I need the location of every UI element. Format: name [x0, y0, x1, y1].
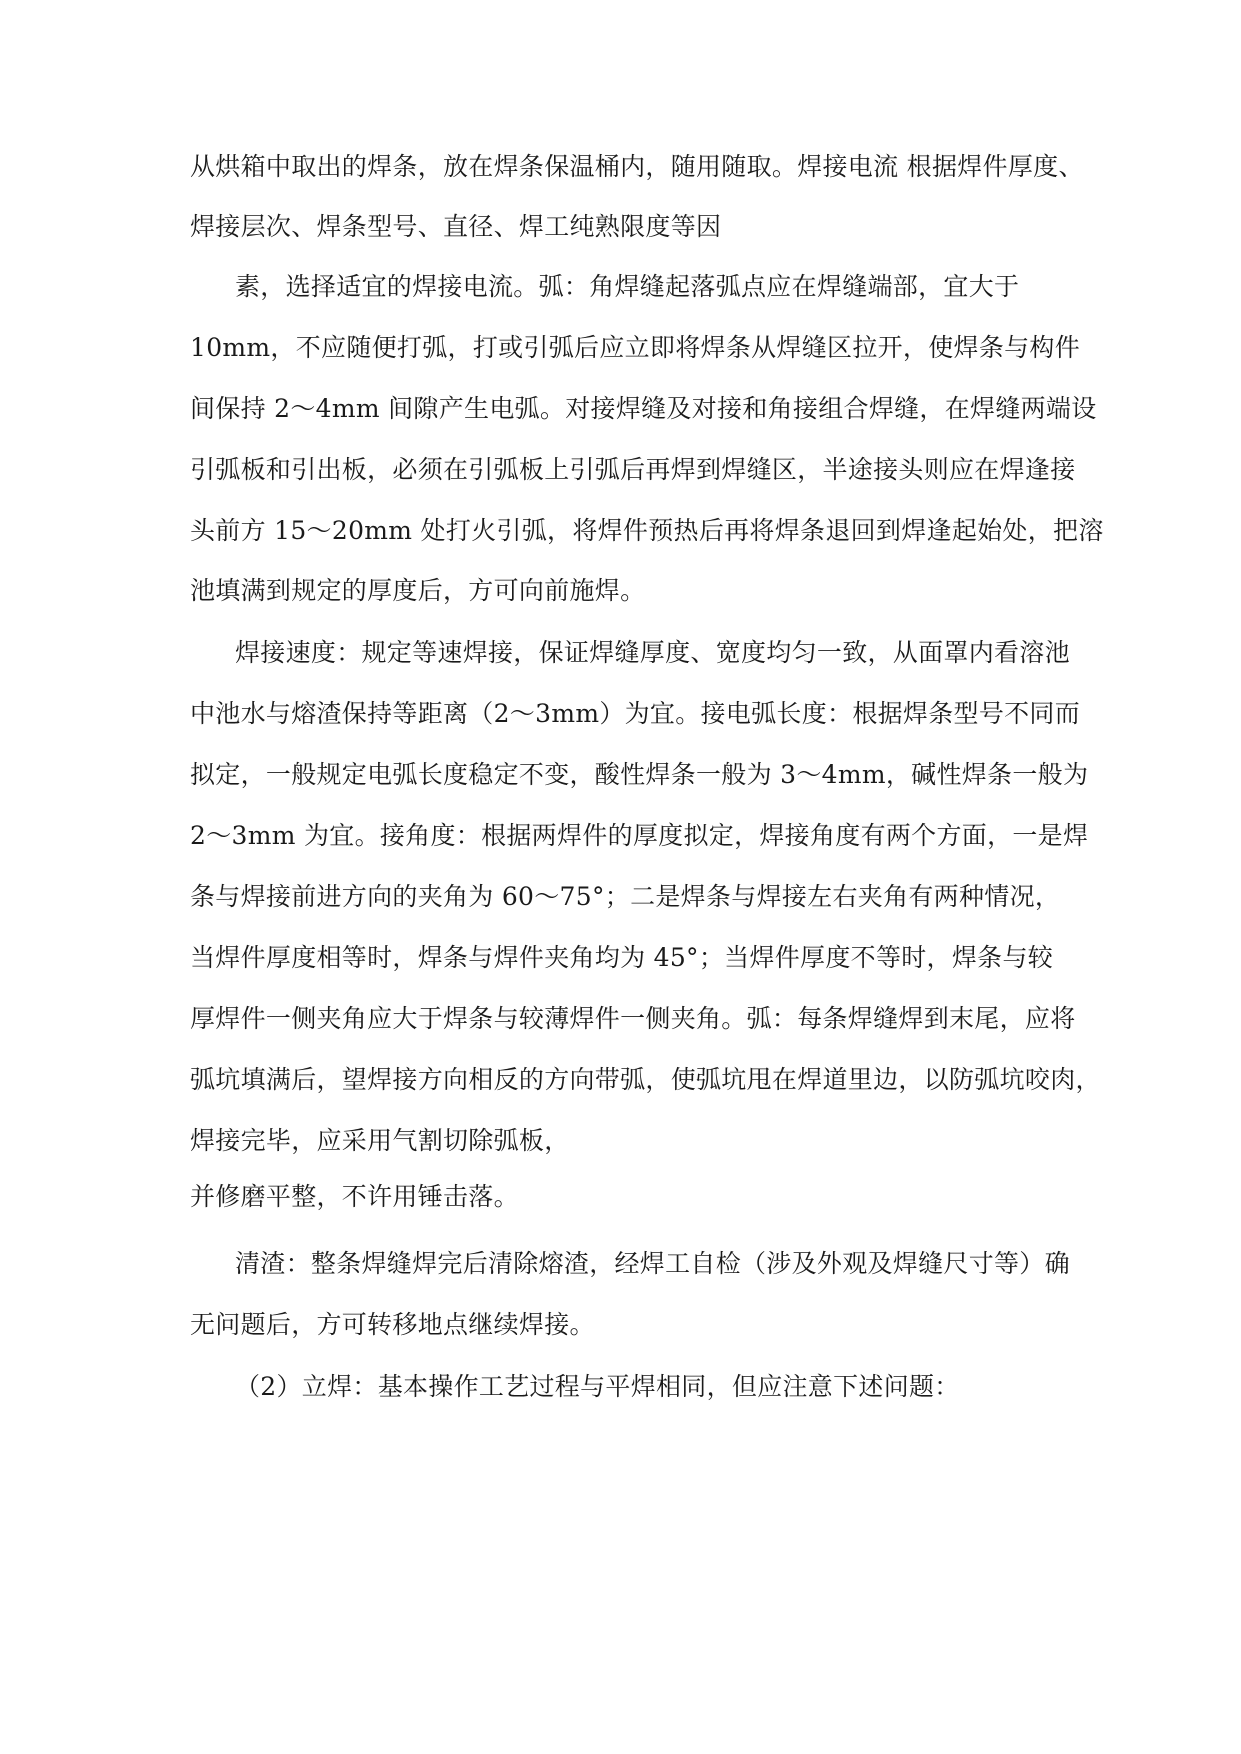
- section-heading: （2）立焊：基本操作工艺过程与平焊相同，但应注意下述问题：: [235, 1372, 960, 1401]
- text-line: 头前方 15～20mm 处打火引弧，将焊件预热后再将焊条退回到焊逢起始处，把溶: [190, 516, 1104, 545]
- text-line: 并修磨平整，不许用锤击落。: [190, 1182, 519, 1211]
- text-line: 引弧板和引出板，必须在引弧板上引弧后再焊到焊缝区，半途接头则应在焊逢接: [190, 455, 1076, 484]
- text-line: 焊接完毕，应采用气割切除弧板，: [190, 1126, 570, 1155]
- text-line: 拟定，一般规定电弧长度稳定不变，酸性焊条一般为 3～4mm，碱性焊条一般为: [190, 760, 1089, 789]
- text-line: 素，选择适宜的焊接电流。弧：角焊缝起落弧点应在焊缝端部，宜大于: [235, 272, 1020, 301]
- text-line: 无问题后，方可转移地点继续焊接。: [190, 1310, 595, 1339]
- text-line: 池填满到规定的厚度后，方可向前施焊。: [190, 576, 646, 605]
- text-line: 清渣：整条焊缝焊完后清除熔渣，经焊工自检（涉及外观及焊缝尺寸等）确: [235, 1249, 1070, 1278]
- text-line: 当焊件厚度相等时，焊条与焊件夹角均为 45°；当焊件厚度不等时，焊条与较: [190, 943, 1054, 972]
- text-line: 中池水与熔渣保持等距离（2～3mm）为宜。接电弧长度：根据焊条型号不同而: [190, 699, 1081, 728]
- text-line: 间保持 2～4mm 间隙产生电弧。对接焊缝及对接和角接组合焊缝，在焊缝两端设: [190, 394, 1097, 423]
- text-line: 2～3mm 为宜。接角度：根据两焊件的厚度拟定，焊接角度有两个方面，一是焊: [190, 821, 1089, 850]
- text-line: 厚焊件一侧夹角应大于焊条与较薄焊件一侧夹角。弧：每条焊缝焊到末尾，应将: [190, 1004, 1076, 1033]
- text-line: 10mm，不应随便打弧，打或引弧后应立即将焊条从焊缝区拉开，使焊条与构件: [190, 333, 1081, 362]
- text-line: 弧坑填满后，望焊接方向相反的方向带弧，使弧坑甩在焊道里边，以防弧坑咬肉，: [190, 1065, 1101, 1094]
- text-line: 条与焊接前进方向的夹角为 60～75°；二是焊条与焊接左右夹角有两种情况，: [190, 882, 1061, 911]
- text-line: 焊接速度：规定等速焊接，保证焊缝厚度、宽度均匀一致，从面罩内看溶池: [235, 638, 1070, 667]
- text-line: 从烘箱中取出的焊条，放在焊条保温桶内，随用随取。焊接电流 根据焊件厚度、: [190, 152, 1084, 181]
- text-line: 焊接层次、焊条型号、直径、焊工纯熟限度等因: [190, 212, 722, 241]
